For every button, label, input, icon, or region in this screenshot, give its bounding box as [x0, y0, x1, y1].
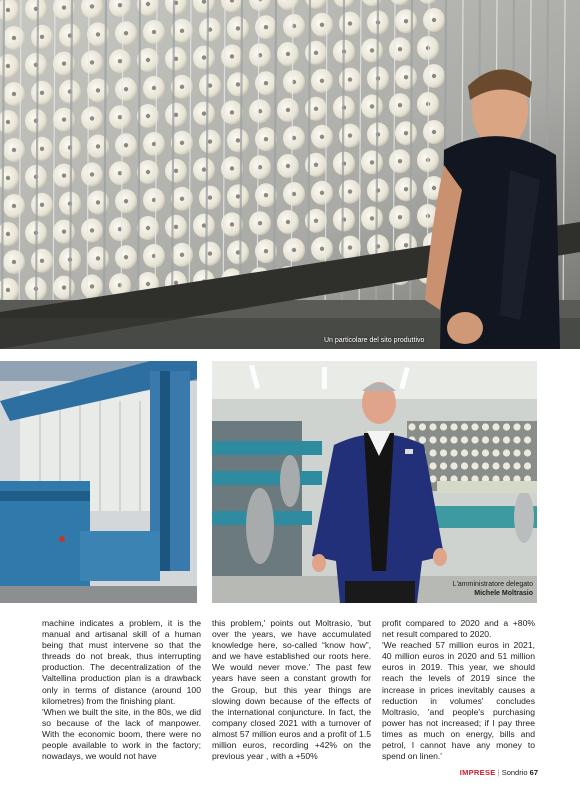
photo-blue-machine-image [0, 361, 197, 603]
footer-separator: | [497, 768, 500, 777]
magazine-brand: IMPRESE [459, 768, 496, 777]
caption-role: L'amministratore delegato [452, 581, 533, 588]
footer-section: Sondrio [501, 768, 528, 777]
paragraph: profit compared to 2020 and a +80% net result compared to 2020. [382, 618, 535, 640]
caption-production-site: Un particolare del sito produttivo [324, 337, 425, 344]
paragraph: machine indicates a problem, it is the manual and artisanal skill of a human being that must intervene so that the threads do not break, thus interrupting production. The decentralization of the Valtellina production plan is a drawback only in terms of distance (around 100 kilometres) from the finishing plant. [42, 618, 201, 706]
article-column-1 [42, 618, 201, 762]
caption-person-name: Michele Moltrasio [474, 590, 533, 597]
photo-blue-machine [0, 361, 197, 603]
page-footer [460, 768, 538, 777]
caption-managing-director [400, 580, 533, 598]
photo-spool-creel-image [0, 0, 580, 349]
article-column-3 [382, 618, 535, 762]
photo-spool-creel [0, 0, 580, 349]
article-column-2 [212, 618, 371, 762]
paragraph: 'When we built the site, in the 80s, we did so because of the lack of manpower. With the economic boom, there were no people available to work in the factory; nowadays, we would not have [42, 706, 201, 762]
paragraph: this problem,' points out Moltrasio, 'but over the years, we have accumulated knowledge here, so-called “know how”, and we have established our roots here. We would never move.' The past few years have seen a constant growth for the Group, but this year things are slowing down because of the effects of the international conjuncture. In fact, the company closed 2021 with a turnover of almost 57 million euros and a profit of 1.5 million euros, recording +42% on the previous year , with a +50% [212, 618, 371, 762]
paragraph: 'We reached 57 million euros in 2021, 40 million euros in 2020 and 51 million euros in 2019. This year, we should reach the levels of 2019 since the increase in prices inevitably causes a reduction in volumes' concludes Moltrasio, 'and people's purchasing power has not increased; if I pay three times as much on energy, bills and petrol, I cannot have any money to spend on linen.' [382, 640, 535, 762]
photo-managing-director-image [212, 361, 537, 603]
page-number: 67 [529, 768, 538, 777]
photo-managing-director [212, 361, 537, 603]
